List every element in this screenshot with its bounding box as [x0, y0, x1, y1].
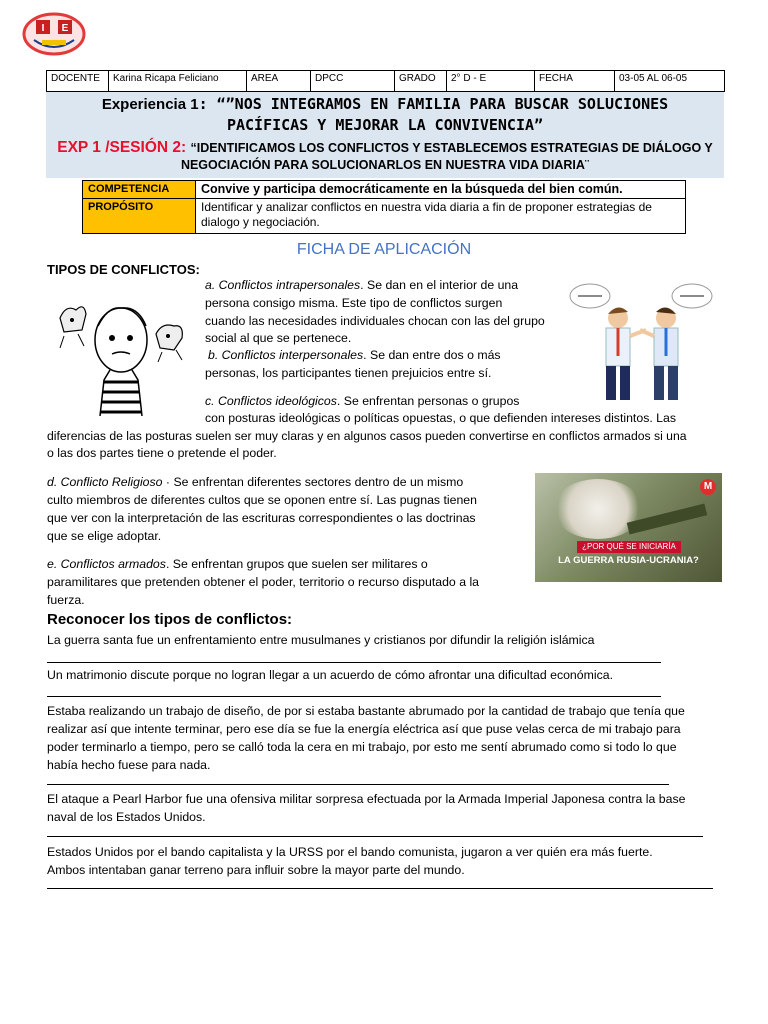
- reconocer-title: Reconocer los tipos de conflictos:: [47, 611, 293, 628]
- conflict-c-line4: o las dos partes tiene o pretende el poder.: [47, 446, 277, 460]
- session-line2: NEGOCIACIÓN PARA SOLUCIONARLOS EN NUESTRA VIDA DIARIA¨: [180, 158, 590, 172]
- svg-text:I: I: [41, 23, 45, 34]
- conflict-c-line1: c. Conflictos ideológicos. Se enfrentan personas o grupos: [205, 394, 520, 408]
- question-3-line4: había hecho fuese para nada.: [47, 758, 211, 772]
- fecha-label: FECHA: [535, 71, 615, 92]
- proposito-value: Identificar y analizar conflictos en nuestra vida diaria a fin de proponer estrategias de dialogo y negociación.: [196, 199, 686, 234]
- info-table: [46, 70, 725, 92]
- svg-text:E: E: [61, 23, 69, 34]
- proposito-label: PROPÓSITO: [83, 199, 196, 234]
- question-4-line2: naval de los Estados Unidos.: [47, 810, 206, 824]
- fecha-value: 03-05 AL 06-05: [615, 71, 725, 92]
- question-5-line1: Estados Unidos por el bando capitalista y la URSS por el bando comunista, jugaron a ver quién era más fuerte.: [47, 845, 653, 859]
- conflict-a-line2: persona consigo misma. Este tipo de conflictos surgen: [205, 296, 503, 310]
- tipos-title: TIPOS DE CONFLICTOS:: [47, 262, 200, 277]
- conflict-a-line4: social al que se pertenece.: [205, 331, 352, 345]
- conflict-b-line1: b. Conflictos interpersonales. Se dan entre dos o más: [208, 348, 501, 362]
- conflict-c-line2: con posturas ideológicas o políticas opuestas, o que defienden intereses distintos. Las: [205, 411, 676, 425]
- grado-value: 2° D - E: [447, 71, 535, 92]
- question-3-line3: poder terminarlo a tiempo, pero se calló toda la cera en mi trabajo, por esto me sentí abrumado como si todo lo que: [47, 740, 677, 754]
- answer-line-2[interactable]: [47, 696, 661, 697]
- arguing-men-illustration: [568, 280, 716, 404]
- conflict-a-line1: a. Conflictos intrapersonales. Se dan en el interior de una: [205, 278, 519, 292]
- answer-line-3[interactable]: [47, 784, 669, 785]
- question-2: Un matrimonio discute porque no logran llegar a un acuerdo de cómo afrontar una dificultad económica.: [47, 668, 613, 682]
- conflict-d-line3: que ver con la interpretación de las escrituras correspondientes o las doctrinas: [47, 511, 476, 525]
- experience-line1: “”NOS INTEGRAMOS EN FAMILIA PARA BUSCAR SOLUCIONES: [216, 95, 669, 113]
- experience-label: Experiencia 1: [101, 96, 199, 113]
- question-5-line2: Ambos intentaban ganar terreno para influir sobre la mayor parte del mundo.: [47, 863, 465, 877]
- session-line1: “IDENTIFICAMOS LOS CONFLICTOS Y ESTABLECEMOS ESTRATEGIAS DE DIÁLOGO Y: [190, 141, 713, 155]
- competence-table: [82, 180, 686, 234]
- question-4-line1: El ataque a Pearl Harbor fue una ofensiva militar sorpresa efectuada por la Armada Imperial Japonesa contra la base: [47, 792, 686, 806]
- stressed-man-illustration: [50, 296, 192, 416]
- grado-label: GRADO: [395, 71, 447, 92]
- area-value: DPCC: [311, 71, 395, 92]
- war-caption-1: ¿POR QUÉ SE INICIARÍA: [577, 541, 681, 553]
- session-title: EXP 1 /SESIÓN 2: “IDENTIFICAMOS LOS CONFLICTOS Y ESTABLECEMOS ESTRATEGIAS DE DIÁLOGO Y NEGOCIACIÓN PARA SOLUCIONARLOS EN NUESTRA VIDA DIARIA¨: [46, 139, 724, 174]
- conflict-e-line1: e. Conflictos armados. Se enfrentan grupos que suelen ser militares o: [47, 557, 428, 571]
- conflict-b-line2: personas, los participantes tienen prejuicios entre sí.: [205, 366, 492, 380]
- question-1: La guerra santa fue un enfrentamiento entre musulmanes y cristianos por difundir la religión islámica: [47, 633, 595, 647]
- ficha-title: FICHA DE APLICACIÓN: [296, 241, 472, 258]
- war-news-image: [535, 473, 722, 582]
- conflict-d-line1: d. Conflicto Religioso · Se enfrentan diferentes sectores dentro de un mismo: [47, 475, 464, 489]
- docente-label: DOCENTE: [47, 71, 109, 92]
- question-3-line2: realizar así que intente terminar, pero ese día se fue la energía eléctrica así que puse velas cerca de mi trabajo para: [47, 722, 681, 736]
- question-3-line1: Estaba realizando un trabajo de diseño, de por si estaba bastante abrumado por la cantidad de trabajo que tenía que: [47, 704, 685, 718]
- session-label: EXP 1 /SESIÓN 2: [57, 139, 182, 156]
- conflict-e-line3: fuerza.: [47, 593, 85, 607]
- conflict-c-line3: diferencias de las posturas suelen ser muy claras y en algunos casos pueden convertirse en conflictos armados si una: [47, 429, 687, 443]
- competencia-label: COMPETENCIA: [83, 181, 196, 199]
- experience-title: Experiencia 1: “”NOS INTEGRAMOS EN FAMILIA PARA BUSCAR SOLUCIONES PACÍFICAS Y MEJORAR LA CONVIVENCIA”: [46, 94, 724, 136]
- conflict-d-line2: culto miembros de diferentes cultos que se oponen entre sí. Las pugnas tienen: [47, 493, 477, 507]
- media-badge: M: [700, 479, 716, 495]
- conflict-d-line4: que se elige adoptar.: [47, 529, 162, 543]
- war-caption-2: LA GUERRA RUSIA-UCRANIA?: [558, 555, 699, 566]
- area-label: AREA: [247, 71, 311, 92]
- experience-line2: PACÍFICAS Y MEJORAR LA CONVIVENCIA”: [226, 116, 544, 134]
- docente-value: Karina Ricapa Feliciano: [109, 71, 247, 92]
- conflict-a-line3: cuando las necesidades individuales chocan con las del grupo: [205, 314, 545, 328]
- answer-line-5[interactable]: [47, 888, 713, 889]
- school-logo: [22, 10, 86, 56]
- answer-line-1[interactable]: [47, 662, 661, 663]
- answer-line-4[interactable]: [47, 836, 703, 837]
- conflict-e-line2: paramilitares que pretenden obtener el poder, territorio o recurso disputado a la: [47, 575, 480, 589]
- competencia-value: Convive y participa democráticamente en la búsqueda del bien común.: [196, 181, 686, 199]
